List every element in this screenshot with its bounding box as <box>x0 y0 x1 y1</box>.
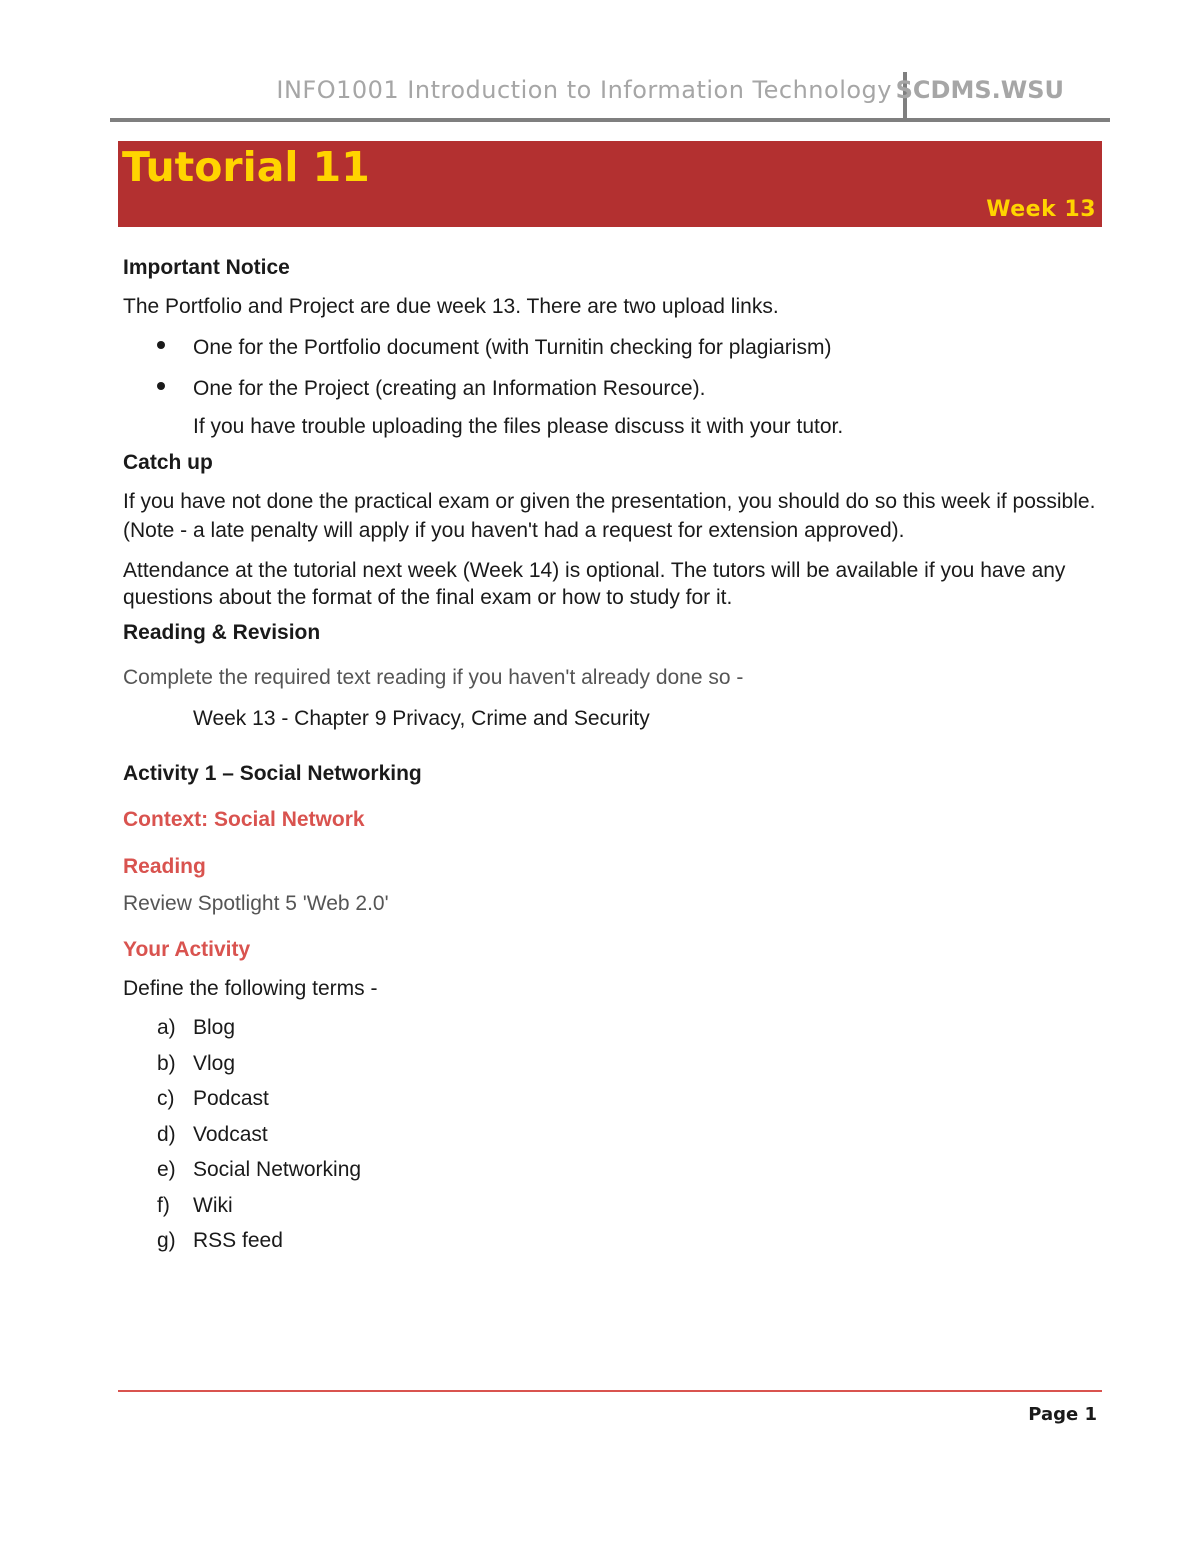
reading-revision-heading: Reading & Revision <box>123 621 321 644</box>
catchup-paragraph: If you have not done the practical exam or given the presentation, you should do so this week if possible. (Note - a late penalty will apply if you haven't had a request for extension approved). <box>123 490 1096 542</box>
list-item <box>123 1010 1103 1046</box>
catchup-heading: Catch up <box>123 451 213 474</box>
your-activity-text: Define the following terms - <box>123 977 378 1000</box>
your-activity-heading: Your Activity <box>123 938 251 961</box>
page-header <box>110 72 1110 122</box>
document-body <box>123 256 1103 1259</box>
tutorial-title: Tutorial 11 <box>122 143 370 191</box>
reading-revision-item: Week 13 - Chapter 9 Privacy, Crime and Security <box>193 707 650 730</box>
list-item <box>123 1188 1103 1224</box>
list-item <box>123 1046 1103 1082</box>
notice-text: The Portfolio and Project are due week 13. There are two upload links. <box>123 295 779 318</box>
term-text: Vodcast <box>193 1122 268 1146</box>
notice-note: If you have trouble uploading the files please discuss it with your tutor. <box>193 415 844 438</box>
notice-bullet-list <box>123 330 1103 409</box>
list-item <box>123 330 1103 371</box>
term-text: Social Networking <box>193 1158 362 1181</box>
reading-text: Review Spotlight 5 'Web 2.0' <box>123 892 389 915</box>
context-heading: Context: Social Network <box>123 808 365 831</box>
bullet-text: One for the Project (creating an Information Resource). <box>193 377 706 400</box>
header-org: SCDMS.WSU <box>895 76 1064 104</box>
bullet-text: One for the Portfolio document (with Turnitin checking for plagiarism) <box>193 336 832 359</box>
term-text: Podcast <box>193 1087 269 1110</box>
week-label: Week 13 <box>986 197 1096 222</box>
bullet-icon <box>157 382 165 390</box>
reading-revision-text: Complete the required text reading if you haven't already done so - <box>123 666 744 689</box>
term-text: Vlog <box>193 1051 236 1075</box>
list-item <box>123 1117 1103 1153</box>
title-banner <box>118 141 1102 227</box>
list-letter: b) <box>157 1051 176 1075</box>
list-letter: g) <box>157 1229 176 1252</box>
list-item <box>123 1223 1103 1259</box>
attendance-paragraph: Attendance at the tutorial next week (Week 14) is optional. The tutors will be available if you have any questions about the format of the final exam or how to study for it. <box>123 559 1066 609</box>
activity-heading: Activity 1 – Social Networking <box>123 762 422 785</box>
header-course-title: INFO1001 Introduction to Information Technology <box>276 76 892 104</box>
list-letter: a) <box>157 1016 176 1039</box>
list-letter: d) <box>157 1122 176 1146</box>
term-text: Wiki <box>193 1193 233 1217</box>
list-letter: e) <box>157 1158 176 1181</box>
list-item <box>123 371 1103 409</box>
list-item <box>123 1081 1103 1117</box>
list-item <box>123 1152 1103 1188</box>
term-text: RSS feed <box>193 1229 283 1252</box>
footer-rule <box>118 1390 1102 1392</box>
list-letter: c) <box>157 1087 175 1110</box>
page-number: Page 1 <box>1028 1404 1097 1425</box>
bullet-icon <box>157 341 165 349</box>
reading-heading: Reading <box>123 855 206 878</box>
notice-heading: Important Notice <box>123 256 290 279</box>
list-letter: f) <box>157 1193 170 1217</box>
term-text: Blog <box>193 1016 236 1039</box>
terms-list <box>123 1010 1103 1259</box>
